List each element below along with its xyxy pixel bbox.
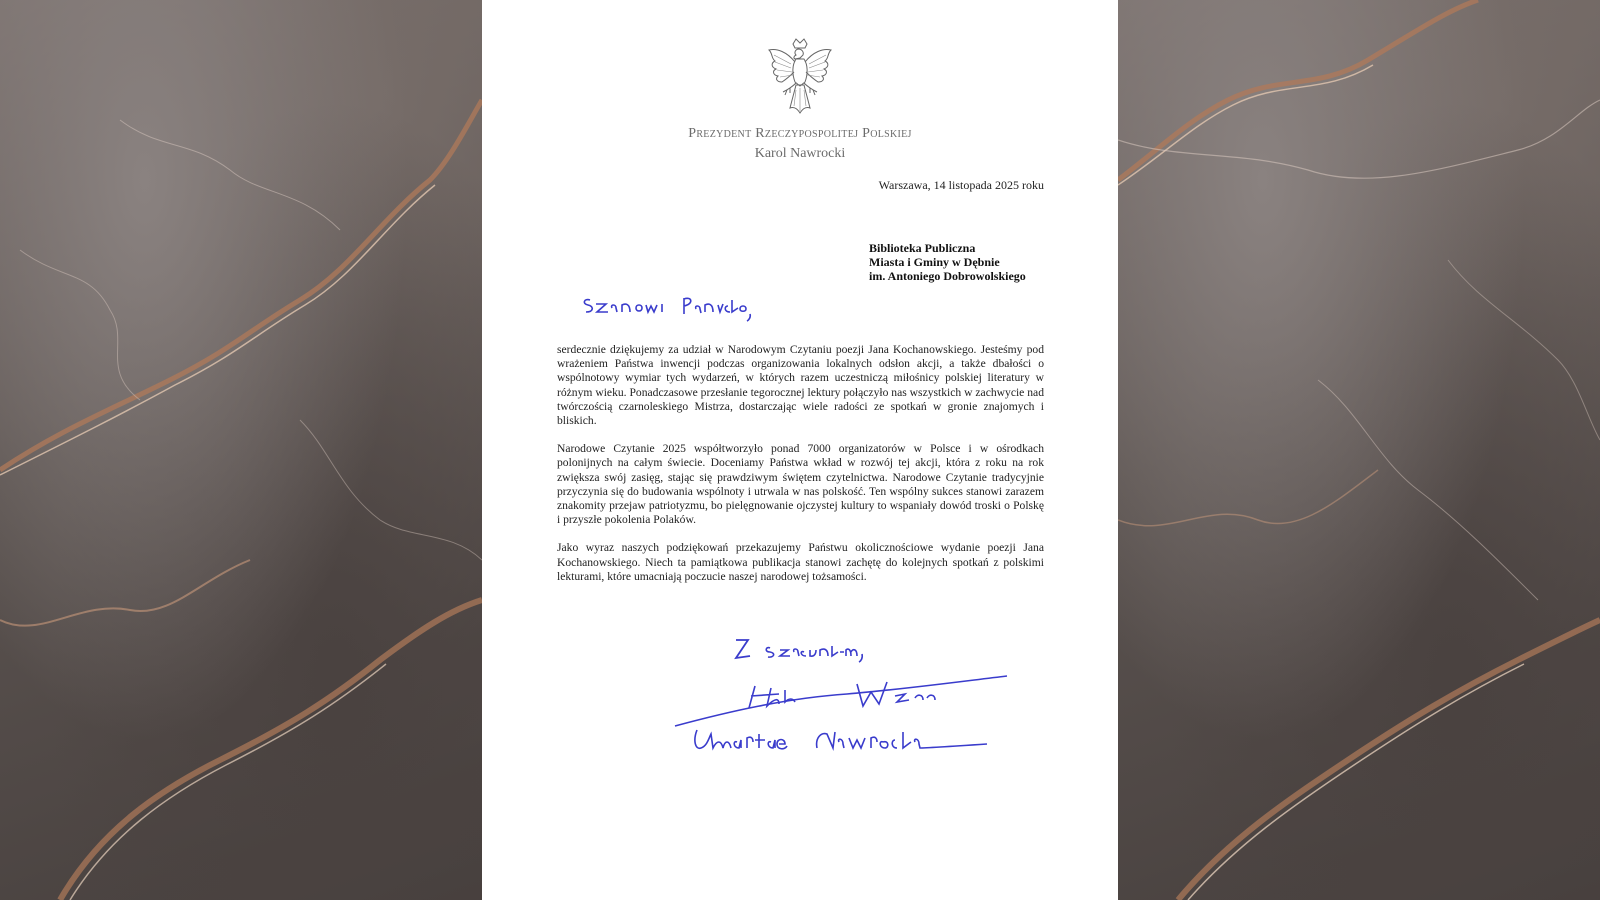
letter-page [482, 0, 1118, 900]
letterhead-title: Prezydent Rzeczypospolitej Polskiej [688, 126, 912, 141]
paragraph-2: Narodowe Czytanie 2025 współtworzyło ponad 7000 organizatorów w Polsce i w ośrodkach polonijnych na całym świecie. Doceniamy Państwa wkład w rozwój tej akcji, która z roku na rok zwiększa swój zasięg, stając się prawdziwym świętem czytelnictwa. Narodowe Czytanie tradycyjnie przyczynia się do budowania wspólnoty i utrwala w nas polskość. Ten wspólny sukces stanowi zarazem znakomity przejaw patriotyzmu, bo pielęgnowanie ojczystej kultury to wspaniały dowód troski o Polskę i przyszłe pokolenia Polaków. [557, 442, 1044, 527]
recipient-line-3: im. Antoniego Dobrowolskiego [869, 269, 1026, 283]
recipient-line-1: Biblioteka Publiczna [869, 241, 976, 255]
signature-marta-nawrocka [695, 730, 987, 749]
marble-background-right [1118, 0, 1600, 900]
polish-eagle-emblem-icon [765, 38, 835, 114]
paragraph-1: serdecznie dziękujemy za udział w Narodowym Czytaniu poezji Jana Kochanowskiego. Jesteśmy pod wrażeniem Państwa inwencji podczas organizowania lokalnych odsłon akcji, a także dbałości o wspólnotowy wymiar tych wydarzeń, w których razem uczestniczą miłośnicy polskiej literatury w różnym wieku. Ponadczasowe przesłanie tegorocznej lektury połączyło nas wszystkich w zachwycie nad twórczością czarnoleskiego Mistrza, dostarczając wiele radości ze spotkań w gronie znajomych i bliskich. [557, 343, 1044, 428]
marble-veins-left [0, 0, 482, 900]
marble-background-left [0, 0, 482, 900]
handwritten-salutation [580, 290, 770, 322]
paragraph-3: Jako wyraz naszych podziękowań przekazujemy Państwu okolicznościowe wydanie poezji Jana Kochanowskiego. Niech ta pamiątkowa publikacja stanowi zachętę do kolejnych spotkań z polskimi lekturami, które umacniają poczucie naszej narodowej tożsamości. [557, 541, 1044, 583]
letter-body [557, 343, 1044, 598]
date-line: Warszawa, 14 listopada 2025 roku [878, 178, 1044, 192]
signature-karol-nawrocki [675, 676, 1007, 726]
recipient-block [869, 241, 1026, 283]
marble-veins-right [1118, 0, 1600, 900]
handwritten-closing [730, 632, 900, 666]
recipient-line-2: Miasta i Gminy w Dębnie [869, 255, 1000, 269]
signatures [667, 668, 1017, 768]
letterhead-name: Karol Nawrocki [754, 146, 846, 161]
